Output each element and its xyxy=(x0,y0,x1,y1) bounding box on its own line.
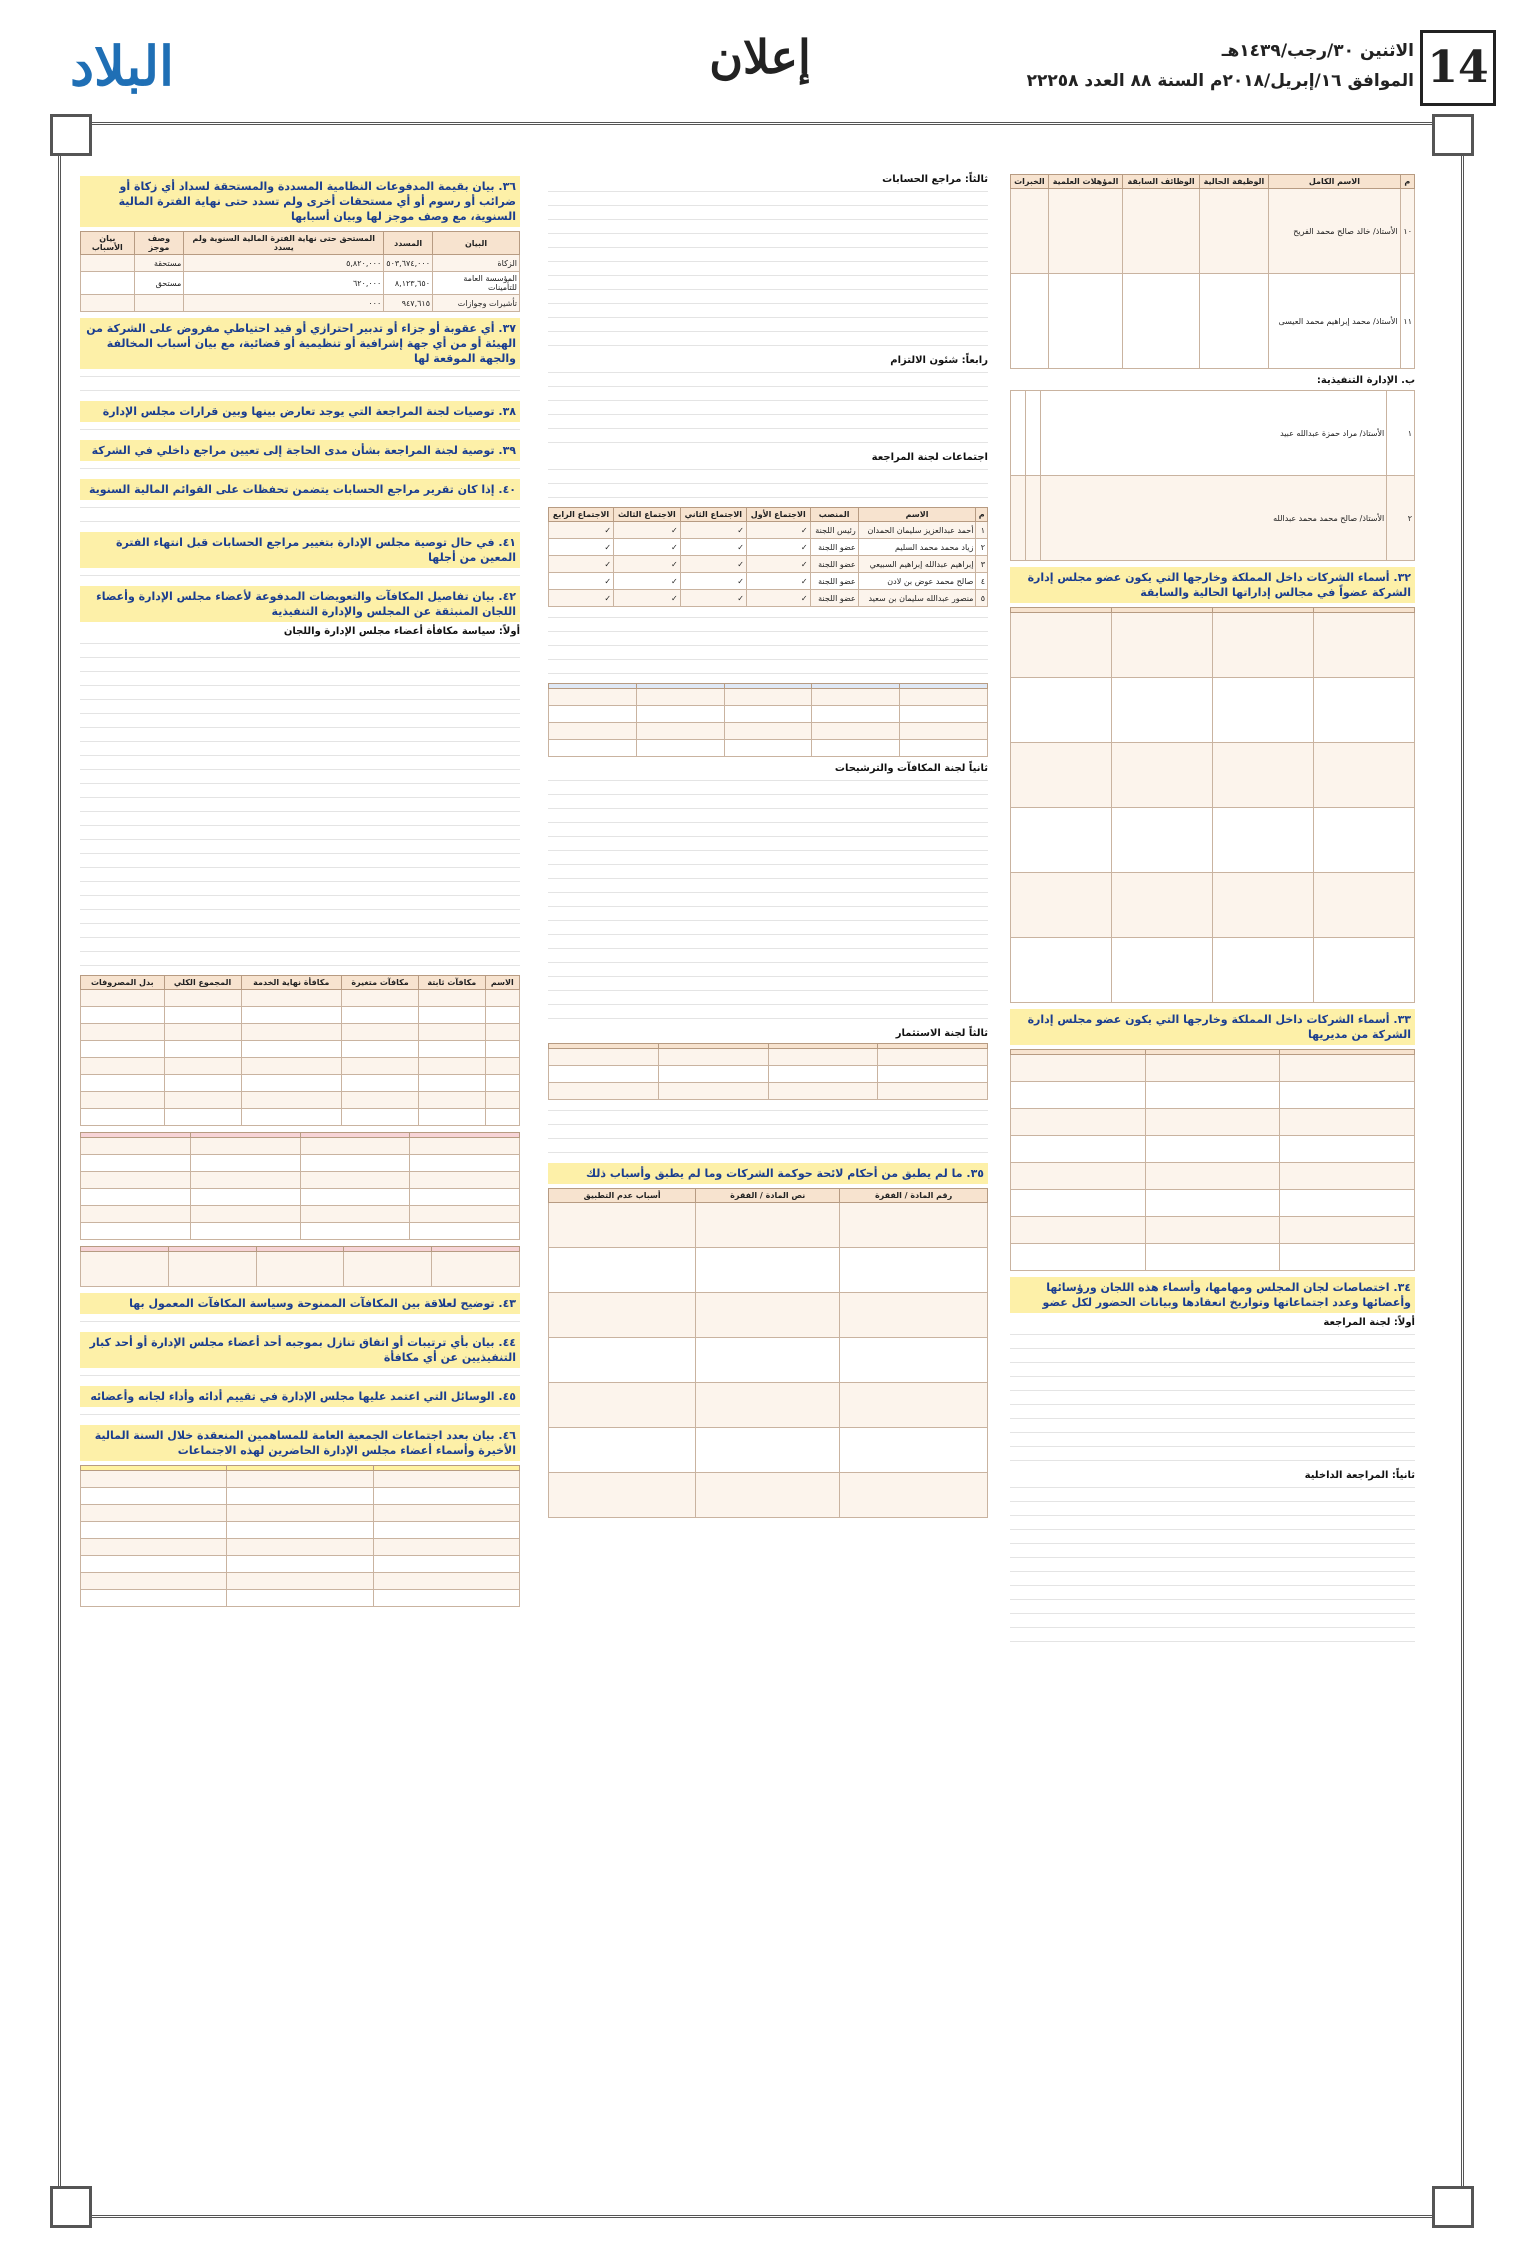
table-row xyxy=(1011,1217,1415,1244)
table-row xyxy=(549,1248,988,1293)
column-left xyxy=(80,170,520,2180)
table-row xyxy=(1011,808,1415,873)
table-row xyxy=(81,1252,520,1287)
table-row xyxy=(81,1041,520,1058)
date-gregorian: الموافق ١٦/إبريل/٢٠١٨م السنة ٨٨ العدد ٢٢٢٥٨ xyxy=(1026,71,1414,91)
table-row xyxy=(81,1206,520,1223)
table-row xyxy=(549,1049,988,1066)
table-row: المؤسسة العامة للتأمينات ٨,١٢٣,٦٥٠ ٦٢٠,٠٠٠ مستحق xyxy=(81,272,520,295)
subsection-heading: ثالثاً: مراجع الحسابات xyxy=(882,174,988,185)
table-row xyxy=(549,740,988,757)
table-row xyxy=(549,1338,988,1383)
subsection-heading: ثالثاً لجنة الاستثمار xyxy=(895,1028,988,1039)
companies-boards-table xyxy=(1010,607,1415,1003)
section-heading: ٤٥. الوسائل التي اعتمد عليها مجلس الإدارة في تقييم أدائه وأداء لجانه وأعضائه xyxy=(80,1386,520,1407)
table-row: الزكاة ٥٠٣,٦٧٤,٠٠٠ ٥,٨٢٠,٠٠٠ مستحقة xyxy=(81,255,520,272)
table-row xyxy=(549,706,988,723)
section-heading: ٤٤. بيان بأي ترتيبات أو اتفاق تنازل بموجبه أحد أعضاء مجلس الإدارة أو أحد كبار التنفيذيين عن أي مكافأة xyxy=(80,1332,520,1368)
table-row: ١١ الأستاذ/ محمد إبراهيم محمد العيسى xyxy=(1011,274,1415,369)
section-heading: ٤٦. بيان بعدد اجتماعات الجمعية العامة للمساهمين المنعقدة خلال السنة المالية الأخيرة وأسماء أعضاء مجلس الإدارة الحاضرين لهذه الاجتماعات xyxy=(80,1425,520,1461)
table-row xyxy=(549,689,988,706)
subsection-heading: اجتماعات لجنة المراجعة xyxy=(871,452,988,463)
dateline xyxy=(1027,36,1414,96)
section-heading: ٤١. في حال توصية مجلس الإدارة بتغيير مراجع الحسابات قبل انتهاء الفترة المعين من أجلها xyxy=(80,532,520,568)
board-members-table xyxy=(1010,174,1415,369)
section-heading: ٣٥. ما لم يطبق من أحكام لائحة حوكمة الشركات وما لم يطبق وأسباب ذلك xyxy=(548,1163,988,1184)
table-row: ٣ إبراهيم عبدالله إبراهيم السبيعي عضو اللجنة ✓ ✓ ✓ ✓ xyxy=(549,556,988,573)
audit-committee-attendance-table: م الاسم المنصب الاجتماع الأول الاجتماع الثاني الاجتماع الثالث الاجتماع الرابع ١ أحمد عبدالعزيز سليمان الحمدان رئيس اللجنة ✓ ✓ ✓ ✓ ٢ زياد محمد محمد السليم عضو اللجنة ✓ ✓ ✓ ✓ ٣ إبراهيم عبدالله إبراهيم السبيعي عضو اللجنة ✓ ✓ ✓ ✓ ٤ صالح محمد عوض بن لادن عضو اللجنة ✓ ✓ ✓ ✓ ٥ منصور عبدالله سليمان بن سعيد عضو اللجنة ✓ ✓ ✓ ✓ xyxy=(548,507,988,607)
table-row xyxy=(81,1155,520,1172)
section-heading: ٣٢. أسماء الشركات داخل المملكة وخارجها التي يكون عضو مجلس إدارة الشركة عضواً في مجالس إداراتها الحالية والسابقة xyxy=(1010,567,1415,603)
column-middle xyxy=(548,170,988,2180)
table-row xyxy=(81,1058,520,1075)
section-heading: ٣٨. توصيات لجنة المراجعة التي يوجد تعارض بينها وبين قرارات مجلس الإدارة xyxy=(80,401,520,422)
table-row: ٢ زياد محمد محمد السليم عضو اللجنة ✓ ✓ ✓ ✓ xyxy=(549,539,988,556)
table-row xyxy=(81,1007,520,1024)
table-row xyxy=(549,1066,988,1083)
table-row xyxy=(81,1488,520,1505)
table-row xyxy=(1011,1082,1415,1109)
table-row xyxy=(1011,1244,1415,1271)
general-assembly-table xyxy=(80,1465,520,1607)
subsection-heading: أولاً: سياسة مكافأة أعضاء مجلس الإدارة واللجان xyxy=(283,626,520,637)
section-heading: ٣٣. أسماء الشركات داخل المملكة وخارجها التي يكون عضو مجلس إدارة الشركة من مديريها xyxy=(1010,1009,1415,1045)
subsection-heading: ثانياً: المراجعة الداخلية xyxy=(1304,1470,1415,1481)
table-row xyxy=(549,1203,988,1248)
governance-table: رقم المادة / الفقرة نص المادة / الفقرة أسباب عدم التطبيق xyxy=(548,1188,988,1518)
table-row xyxy=(1011,613,1415,678)
table-row xyxy=(81,1092,520,1109)
table-row: ٥ منصور عبدالله سليمان بن سعيد عضو اللجنة ✓ ✓ ✓ ✓ xyxy=(549,590,988,607)
table-row xyxy=(81,1223,520,1240)
table-row xyxy=(1011,938,1415,1003)
zakat-table: البيان المسدد المستحق حتى نهاية الفترة المالية السنوية ولم يسدد وصف موجز بيان الأسباب الزكاة ٥٠٣,٦٧٤,٠٠٠ ٥,٨٢٠,٠٠٠ مستحقة المؤسسة العامة للتأمينات ٨,١٢٣,٦٥٠ ٦٢٠,٠٠٠ مستحق تأشيرات وجوازات ٩٤٧,٦١٥ ٠٠٠ xyxy=(80,231,520,312)
table-row xyxy=(549,1473,988,1518)
section-heading: ٣٩. توصية لجنة المراجعة بشأن مدى الحاجة إلى تعيين مراجع داخلي في الشركة xyxy=(80,440,520,461)
table-row xyxy=(81,1505,520,1522)
table-row xyxy=(81,1522,520,1539)
column-right xyxy=(1010,170,1415,2180)
table-row xyxy=(549,1293,988,1338)
table-row xyxy=(1011,743,1415,808)
table-row xyxy=(81,1590,520,1607)
section-heading: ٣٦. بيان بقيمة المدفوعات النظامية المسددة والمستحقة لسداد أي زكاة أو ضرائب أو رسوم أو أي مستحقات أخرى ولم تسدد حتى نهاية الفترة المالية السنوية، مع وصف موجز لها وبيان أسبابها xyxy=(80,176,520,227)
subsection-heading: ثانياً لجنة المكافآت والترشيحات xyxy=(834,763,988,774)
section-heading: ٣٧. أي عقوبة أو جزاء أو تدبير احترازي أو قيد احتياطي مفروض على الشركة من الهيئة أو من أي جهة إشرافية أو تنظيمية أو قضائية، مع بيان أسباب المخالفة والجهة الموقعة لها xyxy=(80,318,520,369)
table-row xyxy=(81,1539,520,1556)
section-heading: ٤٠. إذا كان تقرير مراجع الحسابات يتضمن تحفظات على القوائم المالية السنوية xyxy=(80,479,520,500)
frame-corner-ornament xyxy=(50,114,92,156)
executive-remuneration-table xyxy=(80,1246,520,1287)
table-row xyxy=(81,990,520,1007)
table-row xyxy=(81,1109,520,1126)
table-row xyxy=(1011,1109,1415,1136)
table-row xyxy=(81,1075,520,1092)
table-row xyxy=(549,723,988,740)
exec-mgmt-table xyxy=(1010,390,1415,561)
table-row: ١٠ الأستاذ/ خالد صالح محمد الفريح xyxy=(1011,189,1415,274)
table-row xyxy=(81,1138,520,1155)
subsection-heading: رابعاً: شئون الالتزام xyxy=(890,355,988,366)
table-row xyxy=(549,1083,988,1100)
table-row xyxy=(1011,1163,1415,1190)
table-row xyxy=(1011,1190,1415,1217)
frame-corner-ornament xyxy=(1432,114,1474,156)
table-row xyxy=(81,1573,520,1590)
table-row xyxy=(549,1428,988,1473)
board-remuneration-table: الاسم مكافآت ثابتة مكافآت متغيرة مكافأة نهاية الخدمة المجموع الكلي بدل المصروفات xyxy=(80,975,520,1126)
page-number: 14 xyxy=(1420,30,1496,106)
table-row xyxy=(1011,873,1415,938)
table-row: ٤ صالح محمد عوض بن لادن عضو اللجنة ✓ ✓ ✓ ✓ xyxy=(549,573,988,590)
table-row: ١ الأستاذ/ مراد حمزة عبدالله عبيد xyxy=(1011,391,1415,476)
table-row xyxy=(81,1471,520,1488)
frame-corner-ornament xyxy=(1432,2186,1474,2228)
section-heading: ٤٢. بيان تفاصيل المكافآت والتعويضات المدفوعة لأعضاء مجلس الإدارة وأعضاء اللجان المنبثقة عن المجلس والإدارة التنفيذية xyxy=(80,586,520,622)
nomination-committee-table xyxy=(548,683,988,757)
table-row: تأشيرات وجوازات ٩٤٧,٦١٥ ٠٠٠ xyxy=(81,295,520,312)
masthead xyxy=(0,0,1516,120)
companies-managers-table xyxy=(1010,1049,1415,1271)
committee-remuneration-table xyxy=(80,1132,520,1240)
table-row xyxy=(81,1189,520,1206)
date-hijri: الاثنين ٣٠/رجب/١٤٣٩هـ xyxy=(1221,41,1414,61)
frame-corner-ornament xyxy=(50,2186,92,2228)
table-row xyxy=(1011,1136,1415,1163)
exec-mgmt-heading: ب. الإدارة التنفيذية: xyxy=(1316,375,1415,386)
investment-committee-table xyxy=(548,1043,988,1100)
table-header-row: م الاسم الكامل الوظيفة الحالية الوظائف السابقة المؤهلات العلمية الخبرات xyxy=(1011,175,1415,189)
table-row xyxy=(1011,678,1415,743)
section-heading: ٣٤. اختصاصات لجان المجلس ومهامها، وأسماء هذه اللجان ورؤسائها وأعضائها وعدد اجتماعاتها وتواريخ انعقادها وبيانات الحضور لكل عضو xyxy=(1010,1277,1415,1313)
table-row xyxy=(81,1024,520,1041)
newspaper-logo: البلاد xyxy=(70,34,175,98)
section-title: إعلان xyxy=(709,30,811,84)
table-row xyxy=(1011,1055,1415,1082)
subsection-heading: أولاً: لجنة المراجعة xyxy=(1323,1317,1415,1328)
table-row: ١ أحمد عبدالعزيز سليمان الحمدان رئيس اللجنة ✓ ✓ ✓ ✓ xyxy=(549,522,988,539)
table-row: ٢ الأستاذ/ صالح محمد محمد عبدالله xyxy=(1011,476,1415,561)
section-heading: ٤٣. توضيح لعلاقة بين المكافآت الممنوحة وسياسة المكافآت المعمول بها xyxy=(80,1293,520,1314)
table-row xyxy=(549,1383,988,1428)
table-row xyxy=(81,1172,520,1189)
table-row xyxy=(81,1556,520,1573)
